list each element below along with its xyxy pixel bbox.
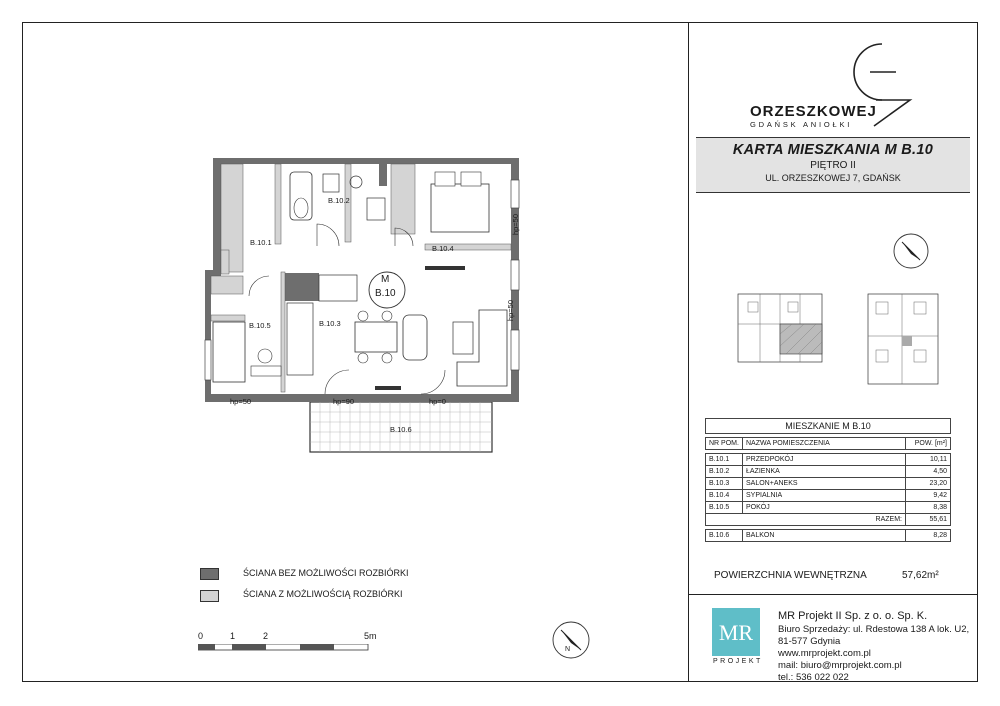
cell-area: 8,28 (906, 530, 951, 542)
sum-value: 55,61 (906, 514, 951, 526)
room-label-b101: B.10.1 (250, 238, 272, 247)
cell-name: ŁAZIENKA (743, 466, 906, 478)
scale-tick-2: 2 (263, 631, 269, 641)
scale-tick-5m: 5m (364, 631, 377, 641)
table-row (706, 502, 951, 514)
compass-icon (550, 619, 592, 661)
table-row (706, 466, 951, 478)
rooms-table (705, 418, 951, 542)
legend-swatch-light (200, 590, 219, 602)
table-row (706, 454, 951, 466)
cell-name: SYPIALNIA (743, 490, 906, 502)
brand-subtitle: GDAŃSK ANIOŁKI (750, 120, 853, 129)
cell-nr: B.10.2 (706, 466, 743, 478)
unit-badge-line1: M (381, 274, 390, 285)
internal-area-label: POWIERZCHNIA WEWNĘTRZNA (714, 570, 867, 581)
compass-icon (891, 231, 931, 271)
card-title: KARTA MIESZKANIA M B.10 (732, 142, 934, 158)
company-logo-text: PROJEKT (713, 658, 763, 665)
col-header-name: NAZWA POMIESZCZENIA (743, 438, 906, 450)
svg-text:MR: MR (718, 620, 754, 645)
company-mail-link[interactable]: mail: biuro@mrprojekt.com.pl (778, 660, 902, 671)
brand-name: ORZESZKOWEJ (750, 103, 877, 120)
legend-swatch-dark (200, 568, 219, 580)
cell-nr: B.10.6 (706, 530, 743, 542)
height-label: hp=50 (506, 299, 516, 322)
cell-area: 23,20 (906, 478, 951, 490)
cell-name: PRZEDPOKÓJ (743, 454, 906, 466)
internal-area-value: 57,62m² (902, 570, 939, 581)
table-row (706, 478, 951, 490)
cell-nr: B.10.5 (706, 502, 743, 514)
key-plan-floor (730, 290, 830, 370)
scale-bar (198, 644, 370, 652)
cell-nr: B.10.4 (706, 490, 743, 502)
rooms-table-title: MIESZKANIE M B.10 (706, 419, 951, 434)
card-header (696, 137, 970, 193)
cell-name: SALON+ANEKS (743, 478, 906, 490)
company-name: MR Projekt II Sp. z o. o. Sp. K. (778, 610, 928, 622)
compass-north-letter: N (565, 646, 571, 653)
sum-label: RAZEM: (706, 514, 906, 526)
key-plan-building (862, 290, 944, 390)
scale-tick-0: 0 (198, 631, 204, 641)
height-label: hp=50 (230, 397, 252, 406)
col-header-nr: NR POM. (706, 438, 743, 450)
cell-area: 8,38 (906, 502, 951, 514)
cell-area: 9,42 (906, 490, 951, 502)
cell-name: BALKON (743, 530, 906, 542)
col-header-area: POW. [m²] (906, 438, 951, 450)
panel-divider (689, 594, 978, 595)
unit-badge-line2: B.10 (375, 288, 396, 299)
cell-nr: B.10.3 (706, 478, 743, 490)
table-row-balcony (706, 530, 951, 542)
cell-area: 10,11 (906, 454, 951, 466)
company-web-link[interactable]: www.mrprojekt.com.pl (778, 648, 871, 659)
floor-plan (195, 150, 535, 460)
room-label-b103: B.10.3 (319, 319, 341, 328)
rooms-table-header-row (706, 438, 951, 450)
card-address: UL. ORZESZKOWEJ 7, GDAŃSK (765, 173, 901, 183)
room-label-b104: B.10.4 (432, 244, 454, 253)
company-city: 81-577 Gdynia (778, 636, 841, 647)
height-label: hp=0 (429, 397, 446, 406)
company-office: Biuro Sprzedaży: ul. Rdestowa 138 A lok. U2, (778, 624, 970, 635)
height-label: hp=50 (511, 213, 521, 236)
company-logo-icon (712, 608, 760, 656)
cell-name: POKÓJ (743, 502, 906, 514)
cell-area: 4,50 (906, 466, 951, 478)
sheet-divider (688, 22, 689, 682)
table-row (706, 490, 951, 502)
cell-nr: B.10.1 (706, 454, 743, 466)
scale-tick-1: 1 (230, 631, 236, 641)
table-sum-row (706, 514, 951, 526)
company-phone: tel.: 536 022 022 (778, 672, 849, 683)
room-label-b105: B.10.5 (249, 321, 271, 330)
card-floor: PIĘTRO II (810, 160, 856, 171)
height-label: hp=90 (333, 397, 355, 406)
room-label-b102: B.10.2 (328, 196, 350, 205)
legend-label-dark: ŚCIANA BEZ MOŻLIWOŚCI ROZBIÓRKI (243, 568, 409, 578)
room-label-b106: B.10.6 (390, 425, 412, 434)
legend-label-light: ŚCIANA Z MOŻLIWOŚCIĄ ROZBIÓRKI (243, 589, 403, 599)
